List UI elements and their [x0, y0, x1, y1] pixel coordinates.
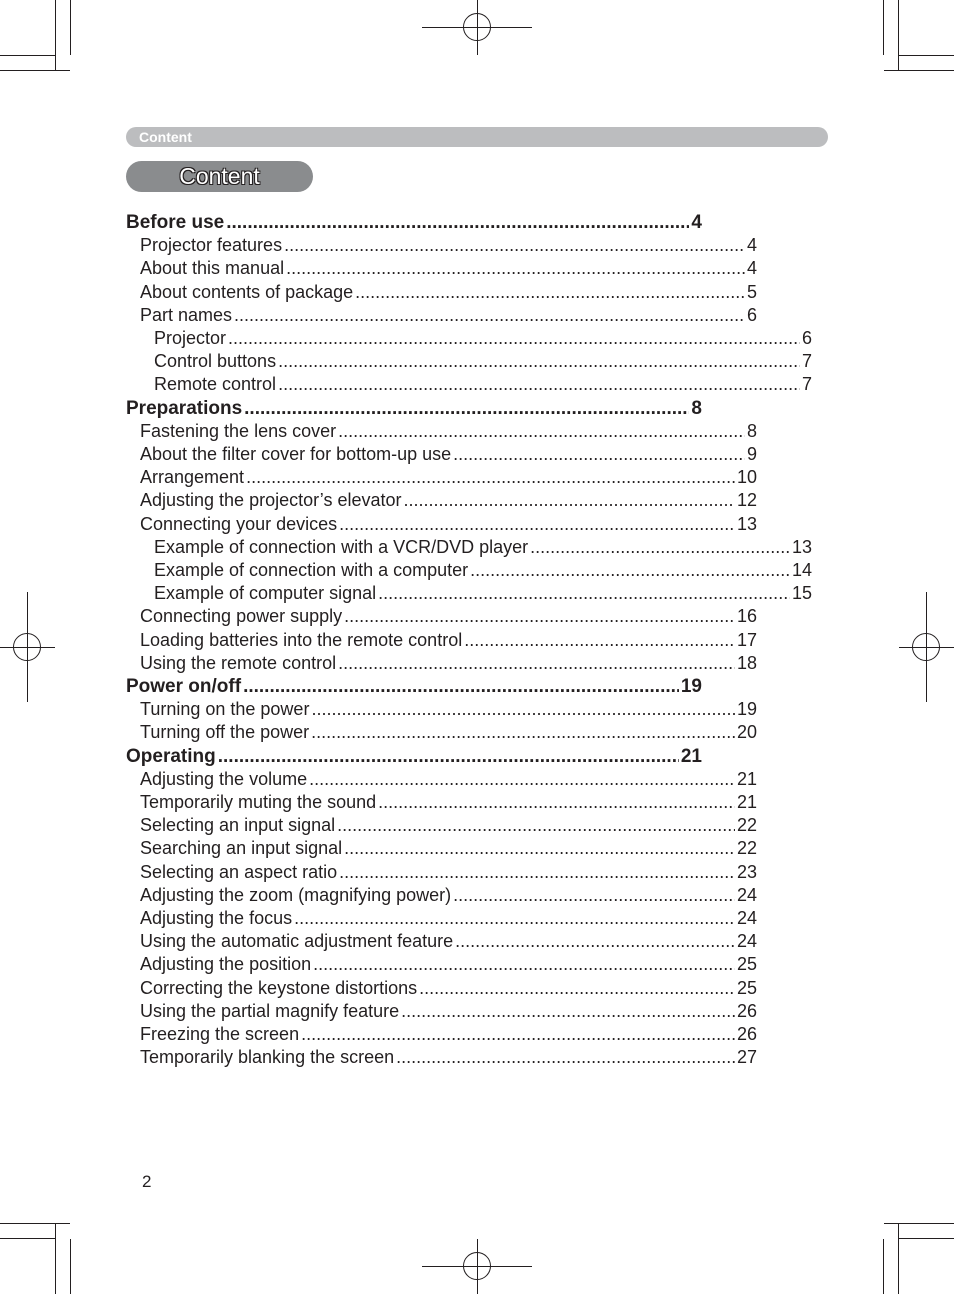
toc-dot-leader — [344, 605, 735, 628]
toc-entry-page: 8 — [746, 420, 757, 441]
toc-entry[interactable] — [154, 536, 812, 559]
toc-entry-title: Correcting the keystone distortions — [140, 977, 418, 998]
toc-dot-leader — [246, 466, 735, 489]
toc-entry-title: Using the automatic adjustment feature — [140, 931, 454, 952]
toc-dot-leader — [309, 768, 735, 791]
toc-entry[interactable] — [140, 953, 757, 976]
toc-dot-leader — [401, 1000, 735, 1023]
toc-entry-title: Example of connection with a VCR/DVD player — [154, 536, 529, 557]
toc-dot-leader — [337, 814, 735, 837]
toc-entry-title: About this manual — [140, 258, 285, 279]
toc-entry-page: 27 — [736, 1047, 757, 1068]
toc-dot-leader — [243, 675, 679, 698]
toc-entry[interactable] — [140, 907, 757, 930]
toc-entry-title: Temporarily muting the sound — [140, 792, 377, 812]
toc-entry-page: 23 — [736, 861, 757, 882]
toc-entry[interactable] — [140, 977, 757, 1000]
toc-dot-leader — [278, 373, 800, 396]
toc-entry[interactable] — [140, 281, 757, 304]
toc-entry[interactable] — [140, 837, 757, 860]
toc-entry-title: Freezing the screen — [140, 1024, 300, 1044]
toc-entry[interactable] — [140, 861, 757, 884]
toc-dot-leader — [294, 907, 735, 930]
toc-dot-leader — [226, 211, 689, 234]
toc-entry-page: 19 — [680, 676, 702, 697]
toc-entry-page: 5 — [746, 281, 757, 302]
toc-entry[interactable] — [140, 698, 757, 721]
toc-entry-page: 14 — [791, 560, 812, 580]
toc-dot-leader — [464, 629, 735, 652]
toc-entry-title: Selecting an aspect ratio — [140, 861, 338, 882]
toc-dot-leader — [339, 861, 735, 884]
toc-entry[interactable] — [140, 1046, 757, 1069]
toc-entry[interactable] — [140, 443, 757, 466]
toc-entry-page: 21 — [680, 745, 702, 767]
toc-entry-page: 24 — [736, 908, 757, 928]
toc-dot-leader — [344, 837, 735, 860]
toc-entry[interactable] — [154, 582, 812, 605]
toc-entry[interactable] — [140, 1000, 757, 1023]
toc-entry-title: Remote control — [154, 374, 277, 395]
toc-entry-page: 26 — [736, 1024, 757, 1044]
toc-entry[interactable] — [140, 489, 757, 512]
toc-dot-leader — [301, 1023, 735, 1046]
toc-entry[interactable] — [140, 768, 757, 791]
toc-entry-page: 13 — [791, 536, 812, 557]
toc-entry[interactable] — [154, 350, 812, 373]
toc-entry-page: 13 — [736, 513, 757, 534]
toc-entry-page: 7 — [801, 374, 812, 395]
toc-entry-page: 9 — [746, 444, 757, 464]
toc-dot-leader — [339, 513, 735, 536]
toc-entry[interactable] — [140, 721, 757, 744]
toc-section-entry[interactable] — [126, 211, 702, 234]
toc-entry[interactable] — [140, 466, 757, 489]
toc-entry-title: Part names — [140, 304, 233, 325]
toc-entry-title: Power on/off — [126, 676, 242, 697]
toc-entry-title: Adjusting the projector’s elevator — [140, 490, 402, 511]
toc-entry-page: 20 — [736, 722, 757, 743]
toc-entry-title: Preparations — [126, 397, 243, 419]
toc-entry-title: Adjusting the position — [140, 954, 312, 975]
toc-entry-title: Example of computer signal — [154, 583, 377, 604]
toc-entry-title: Arrangement — [140, 467, 245, 488]
toc-entry[interactable] — [140, 884, 757, 907]
toc-dot-leader — [311, 698, 735, 721]
toc-dot-leader — [378, 791, 735, 814]
toc-entry-page: 16 — [736, 606, 757, 627]
toc-dot-leader — [419, 977, 735, 1000]
toc-section-entry[interactable] — [126, 745, 702, 768]
toc-entry-title: Example of connection with a computer — [154, 560, 469, 580]
toc-entry-title: Projector features — [140, 235, 283, 256]
toc-entry[interactable] — [140, 791, 757, 814]
toc-dot-leader — [453, 884, 735, 907]
toc-entry-title: About the filter cover for bottom-up use — [140, 444, 452, 464]
toc-entry-page: 21 — [736, 768, 757, 789]
toc-entry-title: Adjusting the zoom (magnifying power) — [140, 884, 452, 905]
toc-entry-page: 25 — [736, 977, 757, 998]
toc-entry-page: 4 — [746, 258, 757, 279]
page-title-pill — [126, 161, 313, 192]
toc-dot-leader — [455, 930, 735, 953]
toc-entry-title: Using the partial magnify feature — [140, 1000, 400, 1021]
toc-entry-title: Using the remote control — [140, 652, 337, 673]
toc-entry[interactable] — [140, 930, 757, 953]
toc-entry[interactable] — [140, 605, 757, 628]
toc-entry-title: Adjusting the volume — [140, 768, 308, 789]
toc-dot-leader — [228, 327, 800, 350]
toc-entry-title: Connecting your devices — [140, 513, 338, 534]
toc-entry[interactable] — [140, 1023, 757, 1046]
toc-dot-leader — [378, 582, 790, 605]
toc-entry-title: Turning off the power — [140, 722, 310, 743]
toc-dot-leader — [338, 420, 745, 443]
toc-entry-title: About contents of package — [140, 281, 354, 302]
toc-entry-title: Control buttons — [154, 351, 277, 372]
toc-dot-leader — [338, 652, 735, 675]
toc-entry-title: Loading batteries into the remote control — [140, 629, 463, 650]
page-number: 2 — [142, 1172, 152, 1191]
toc-dot-leader — [530, 536, 790, 559]
toc-entry-page: 4 — [691, 212, 702, 233]
toc-dot-leader — [286, 257, 745, 280]
toc-entry-page: 17 — [736, 629, 757, 650]
toc-entry-title: Temporarily blanking the screen — [140, 1047, 395, 1068]
toc-entry[interactable] — [154, 327, 812, 350]
toc-dot-leader — [278, 350, 800, 373]
toc-entry[interactable] — [140, 420, 757, 443]
toc-dot-leader — [453, 443, 745, 466]
toc-entry-page: 4 — [746, 235, 757, 256]
toc-dot-leader — [470, 559, 790, 582]
toc-dot-leader — [355, 281, 745, 304]
toc-entry-page: 10 — [736, 467, 757, 488]
toc-entry-title: Adjusting the focus — [140, 908, 293, 928]
toc-entry[interactable] — [140, 304, 757, 327]
toc-entry-page: 25 — [736, 954, 757, 975]
page-title: Content — [179, 163, 260, 189]
toc-entry-page: 19 — [736, 699, 757, 720]
toc-dot-leader — [218, 745, 679, 768]
toc-entry-title: Before use — [126, 212, 225, 233]
toc-entry-title: Turning on the power — [140, 699, 310, 720]
toc-entry-title: Selecting an input signal — [140, 815, 336, 836]
toc-entry[interactable] — [154, 373, 812, 396]
toc-entry-title: Operating — [126, 745, 216, 767]
toc-entry-page: 21 — [736, 792, 757, 812]
toc-entry-page: 22 — [736, 815, 757, 836]
toc-entry-title: Connecting power supply — [140, 606, 343, 627]
toc-entry-page: 26 — [736, 1000, 757, 1021]
toc-entry-title: Fastening the lens cover — [140, 420, 337, 441]
toc-section-entry[interactable] — [126, 397, 702, 420]
section-header-label: Content — [139, 129, 192, 145]
toc-entry-page: 22 — [736, 838, 757, 859]
toc-entry-page: 15 — [791, 583, 812, 604]
toc-entry[interactable] — [140, 814, 757, 837]
toc-entry-page: 8 — [691, 397, 702, 419]
toc-dot-leader — [311, 721, 735, 744]
toc-entry-page: 6 — [801, 328, 812, 348]
toc-dot-leader — [284, 234, 745, 257]
toc-entry-title: Projector — [154, 328, 227, 348]
toc-entry[interactable] — [140, 513, 757, 536]
toc-entry-page: 6 — [746, 304, 757, 325]
toc-dot-leader — [244, 397, 689, 420]
section-header-bar — [126, 127, 828, 147]
toc-entry[interactable] — [140, 652, 757, 675]
toc-dot-leader — [403, 489, 734, 512]
toc-entry-page: 24 — [736, 931, 757, 952]
toc-section-entry[interactable] — [126, 675, 702, 698]
toc-dot-leader — [313, 953, 735, 976]
toc-entry-page: 18 — [736, 652, 757, 673]
toc-entry-page: 24 — [736, 884, 757, 905]
toc-entry[interactable] — [140, 234, 757, 257]
toc-entry-page: 12 — [736, 490, 757, 511]
toc-dot-leader — [396, 1046, 735, 1069]
toc-dot-leader — [234, 304, 745, 327]
toc-entry-title: Searching an input signal — [140, 838, 343, 859]
toc-entry[interactable] — [140, 257, 757, 280]
toc-entry-page: 7 — [801, 351, 812, 372]
toc-entry[interactable] — [140, 629, 757, 652]
toc-entry[interactable] — [154, 559, 812, 582]
